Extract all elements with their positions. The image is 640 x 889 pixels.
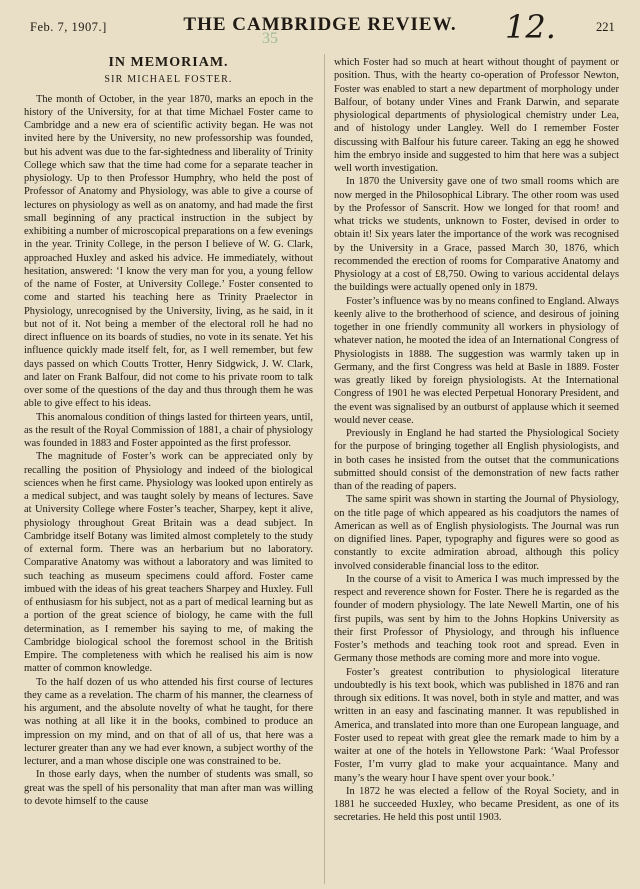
paragraph: Foster’s influence was by no means confined to England. Always keenly alive to the brotherhood of science, and desirous of joining together in one friendly community all workers in physiology of whatever nation, he mooted the idea of an International Congress of Physiologists in 1888. The suggestion was warmly taken up in Germany, and the first Congress was held at Basle in 1889. Foster was greatly liked by foreign physiologists. At the International Congress of 1901 he was elected Perpetual Honorary President, and the event was signalised by an outburst of applause which it seemed would never cease. xyxy=(334,295,619,426)
paragraph: In those early days, when the number of students was small, so great was the spell of his personality that man after man was willing to devote himself to the cause xyxy=(24,769,313,807)
paragraph: Foster’s greatest contribution to physiological literature undoubtedly is his text book, which was published in 1876 and ran through six editions. It was novel, both in style and matter, and was written in an easy and fascinating manner. It was republished in America, and translated into more than one European language, and Foster used to repeat with great glee the remark made to him by a waiter at one of the hotels in Yellowstone Park: ‘Waal Professor Foster, I’m vurry glad to make your acquaintance. Many and many’s the weary hour I have spent over your book.’ xyxy=(334,666,619,784)
page-number: 221 xyxy=(596,20,615,34)
paragraph: The magnitude of Foster’s work can be appreciated only by recalling the position of Physiology and indeed of the biological sciences when he first came. Physiology was looked upon entirely as a medical subject, and was taught solely by means of lectures. Save at University College where Foster’s teacher, Sharpey, kept it alive, physiology throughout Great Britain was a dead subject. In Cambridge itself Botany was limited almost completely to the study of external form. There was an herbarium but no laboratory. Comparative Anatomy was without a laboratory and was limited to such teaching as museum specimens could afford. Foster came imbued with the ideas of his great teachers Sharpey and Huxley. Full of enthusiasm for his subject, not as a part of medical learning but as a portion of the great science of biology, he came with the full determination, as I remember his saying to me, of making the Cambridge biological school the foremost school in the British Empire. The completeness with which he realised his aim is now matter of common knowledge. xyxy=(24,451,313,675)
article-heading: IN MEMORIAM. xyxy=(108,55,229,70)
paragraph: The month of October, in the year 1870, marks an epoch in the history of the University, for at that time Michael Foster came to Cambridge and a new era of scientific activity began. He was not invited here by the University, no new professorship was founded, but his advent was due to the far-sightedness and liberality of Trinity College which saw that the time had come for a separate teacher in physiology. Up to then Professor Humphry, who held the post of Professor of Anatomy and Physiology, was able to give a course of lectures on physiology as well as on anatomy, and had made the first small beginning of any practical instruction in the subject by exhibiting a number of microscopical preparations on a few evenings in the year. Trinity College, in the person I believe of W. G. Clark, approached Huxley and asked his advice. He immediately, without hesitation, answered: ‘I know the very man for you, a young fellow of the name of Foster, at University College.’ Foster consented to come and started his teaching here as Trinity Praelector in Physiology, unrecognised by the University, living, as he said, in it but not of it. Not being a member of the electoral roll he had no direct influence on its boards of studies, no vote in its senate. Yet his influence quickly made itself felt, for, as I well remember, but few days passed on which Coutts Trotter, Henry Sidgwick, J. W. Clark, and later on Frank Balfour, did not come to his private room to talk over some of the questions of the day and thus through them he was able to give effect to his ideas. xyxy=(24,93,313,410)
paragraph: which Foster had so much at heart without thought of payment or position. Thus, with the hearty co-operation of Professor Newton, Foster was enabled to start a new department of morphology under Balfour, of botany under Vines and Frank Darwin, and separate physiological departments of physiological chemistry under Lea, and of histology under Langley. Well do I remember Foster discussing with Balfour his future career. Taking an egg he showed him the embryo inside and suggested to him that here was a subject well worth investigation. xyxy=(334,57,619,174)
library-stamp: 35 xyxy=(262,30,278,47)
paragraph: In 1870 the University gave one of two small rooms which are now merged in the Philosophical Library. The other room was used by the Professor of Sanscrit. How we longed for that room! and what tricks we students, unknown to Foster, devised in order to obtain it! Six years later the importance of the work was recognised by the University in a Grace, passed March 30, 1876, which recommended the erection of rooms for Comparative Anatomy and Physiology at a cost of £8,750. Owing to various accidental delays the buildings were actually opened only in 1879. xyxy=(334,176,619,294)
page-header xyxy=(0,8,640,46)
paragraph: In the course of a visit to America I was much impressed by the respect and reverence shown for Foster. There he is regarded as the founder of modern physiology. The late Newell Martin, one of his first pupils, was sent by him to the Johns Hopkins University as their first Professor of Physiology, and through his influence Foster’s methods and teaching took root and spread. Even in Germany those methods are coming more and more into vogue. xyxy=(334,573,619,665)
paragraph: In 1872 he was elected a fellow of the Royal Society, and in 1881 he succeeded Huxley, who became President, as one of its secretaries. He held this post until 1903. xyxy=(334,785,619,824)
handwritten-mark: 12. xyxy=(505,8,556,46)
right-column xyxy=(334,56,619,825)
journal-title: THE CAMBRIDGE REVIEW. xyxy=(183,14,457,35)
column-divider xyxy=(324,54,325,884)
paragraph: This anomalous condition of things lasted for thirteen years, until, as the result of the Royal Commission of 1881, a chair of physiology was founded in 1883 and Foster appointed as the first professor. xyxy=(24,411,313,449)
issue-date: Feb. 7, 1907.] xyxy=(30,20,107,34)
left-column xyxy=(24,56,313,808)
paragraph: To the half dozen of us who attended his first course of lectures they came as a revelation. The charm of his manner, the clearness of his argument, and the absolute novelty of what he taught, for there was nothing at all like it in the books, combined to produce an impression on my mind, and on that of all of us, that here was a lecturer greater than any we had ever known, a subject worthy of the lecturer, and a man whose disciple one was constrained to be. xyxy=(24,676,313,767)
paragraph: Previously in England he had started the Physiological Society for the purpose of bringing together all English physiologists, and in both cases he insisted from the outset that the communications submitted should consist of the demonstration of new facts rather than of the reading of papers. xyxy=(334,428,619,492)
paragraph: The same spirit was shown in starting the Journal of Physiology, on the title page of which appeared as his coadjutors the names of American as well as of English physiologists. The Journal was run on dignified lines. Paper, typography and figures were so good as constantly to excite admiration abroad, although this policy involved considerable financial loss to the editor. xyxy=(334,494,619,572)
article-subheading: SIR MICHAEL FOSTER. xyxy=(104,74,233,86)
